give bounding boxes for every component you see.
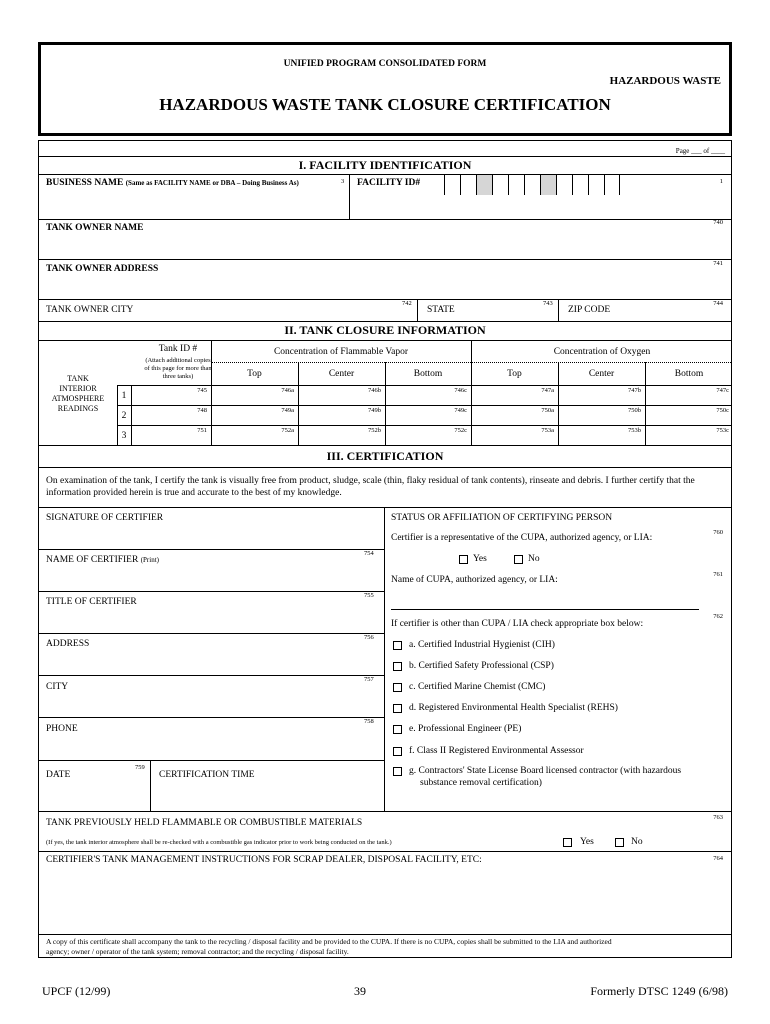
date-code: 759 — [135, 764, 145, 771]
reading-cell[interactable]: 752c — [454, 427, 467, 434]
other-certifier-instruction: If certifier is other than CUPA / LIA check appropriate box below: — [391, 619, 644, 629]
cslb-checkbox[interactable] — [393, 767, 402, 776]
reading-cell[interactable]: 747a — [541, 387, 554, 394]
tank-id-cell[interactable]: 745 — [197, 387, 207, 394]
cupa-no-checkbox[interactable] — [514, 555, 523, 564]
status-affiliation-header: STATUS OR AFFILIATION OF CERTIFYING PERSON — [391, 513, 613, 523]
oxygen-header: Concentration of Oxygen — [553, 347, 651, 357]
cupa-representative-question: Certifier is a representative of the CUPA, authorized agency, or LIA: — [391, 533, 653, 543]
category-label: HAZARDOUS WASTE — [609, 75, 721, 87]
oxygen-center-col: Center — [588, 369, 615, 379]
cslb-label-line2: substance removal certification) — [420, 778, 542, 788]
tank-owner-name-field[interactable]: TANK OWNER NAME — [46, 223, 144, 233]
state-field[interactable]: STATE — [427, 305, 455, 315]
facility-id-label: FACILITY ID# — [357, 178, 421, 188]
signature-field[interactable]: SIGNATURE OF CERTIFIER — [46, 513, 164, 523]
rehs-checkbox[interactable] — [393, 704, 402, 713]
business-name-code: 3 — [341, 178, 345, 185]
tank-id-cell[interactable]: 751 — [197, 427, 207, 434]
section-certification: III. CERTIFICATION — [326, 449, 444, 463]
certification-time-field[interactable]: CERTIFICATION TIME — [159, 770, 255, 780]
flammable-vapor-header: Concentration of Flammable Vapor — [273, 347, 409, 357]
facility-id-digit[interactable] — [588, 175, 604, 195]
tank-row-number: 3 — [121, 431, 127, 441]
tank-id-header: Tank ID # — [158, 344, 198, 354]
city-code: 757 — [364, 676, 374, 683]
pe-label: e. Professional Engineer (PE) — [409, 724, 522, 734]
cmc-label: c. Certified Marine Chemist (CMC) — [409, 682, 546, 692]
previously-flammable-label: TANK PREVIOUSLY HELD FLAMMABLE OR COMBUSTIBLE MATERIALS — [46, 818, 363, 828]
footnote-line1: A copy of this certificate shall accompany the tank to the recycling / disposal facility and be provided to the CUPA. If there is no CUPA, copies shall be submitted to the LIA and authorized — [46, 937, 612, 946]
reading-cell[interactable]: 749c — [454, 407, 467, 414]
flammable-no-checkbox[interactable] — [615, 838, 624, 847]
facility-id-digit[interactable] — [604, 175, 620, 195]
reading-cell[interactable]: 753c — [716, 427, 729, 434]
form-body — [38, 140, 732, 958]
reading-cell[interactable]: 749a — [281, 407, 294, 414]
tank-owner-address-field[interactable]: TANK OWNER ADDRESS — [46, 264, 159, 274]
footer-form-id: UPCF (12/99) — [42, 984, 111, 998]
cupa-name-code: 761 — [713, 571, 723, 578]
footer-page-number: 39 — [354, 984, 366, 998]
cupa-name-input-line[interactable] — [391, 609, 699, 610]
facility-id-digit[interactable] — [524, 175, 540, 195]
date-field[interactable]: DATE — [46, 770, 71, 780]
reading-cell[interactable]: 753b — [628, 427, 641, 434]
reading-cell[interactable]: 747b — [628, 387, 641, 394]
tank-owner-city-field[interactable]: TANK OWNER CITY — [46, 305, 134, 315]
tank-id-note: (Attach additional copies of this page for more than three tanks) — [144, 357, 212, 380]
reading-cell[interactable]: 750a — [541, 407, 554, 414]
previously-flammable-note: (If yes, the tank interior atmosphere shall be re-checked with a combustible gas indicator prior to work being conducted on the tank.) — [46, 839, 392, 846]
vapor-top-col: Top — [247, 369, 262, 379]
cupa-no-label: No — [528, 554, 540, 564]
address-code: 756 — [364, 634, 374, 641]
facility-id-digit[interactable] — [476, 175, 492, 195]
cih-checkbox[interactable] — [393, 641, 402, 650]
form-header — [38, 42, 732, 136]
flammable-yes-checkbox[interactable] — [563, 838, 572, 847]
status-code: 760 — [713, 529, 723, 536]
page-marker: Page ___ of ____ — [675, 147, 725, 155]
rea-label: f. Class II Registered Environmental Assessor — [409, 746, 584, 756]
management-instructions-code: 764 — [713, 855, 723, 862]
facility-id-digit[interactable] — [492, 175, 508, 195]
vapor-bottom-col: Bottom — [413, 369, 443, 379]
csp-checkbox[interactable] — [393, 662, 402, 671]
management-instructions-field[interactable]: CERTIFIER'S TANK MANAGEMENT INSTRUCTIONS FOR SCRAP DEALER, DISPOSAL FACILITY, ETC: — [46, 855, 482, 865]
oxygen-bottom-col: Bottom — [674, 369, 704, 379]
oxygen-top-col: Top — [507, 369, 522, 379]
facility-id-digit[interactable] — [444, 175, 460, 195]
tank-owner-address-code: 741 — [713, 260, 723, 267]
program-title: UNIFIED PROGRAM CONSOLIDATED FORM — [283, 59, 487, 69]
footer-formerly: Formerly DTSC 1249 (6/98) — [590, 984, 728, 998]
reading-cell[interactable]: 750b — [628, 407, 641, 414]
tank-owner-name-code: 740 — [713, 219, 723, 226]
tank-owner-city-code: 742 — [402, 300, 412, 307]
tank-atmosphere-readings-label: TANK INTERIOR ATMOSPHERE READINGS — [51, 374, 105, 413]
cih-label: a. Certified Industrial Hygienist (CIH) — [409, 640, 555, 650]
phone-field[interactable]: PHONE — [46, 724, 78, 734]
footnote-line2: agency; owner / operator of the tank system; removal contractor; and the recycling / disposal facility. — [46, 947, 349, 956]
cupa-yes-label: Yes — [473, 554, 487, 564]
state-code: 743 — [543, 300, 553, 307]
zip-code-code: 744 — [713, 300, 723, 307]
tank-row-number: 2 — [121, 411, 127, 421]
facility-id-digit[interactable] — [556, 175, 572, 195]
section-facility-identification: I. FACILITY IDENTIFICATION — [298, 158, 472, 172]
facility-id-code: 1 — [719, 178, 723, 185]
reading-cell[interactable]: 750c — [716, 407, 729, 414]
reading-cell[interactable]: 746c — [454, 387, 467, 394]
cupa-yes-checkbox[interactable] — [459, 555, 468, 564]
city-field[interactable]: CITY — [46, 682, 69, 692]
reading-cell[interactable]: 752b — [368, 427, 381, 434]
address-field[interactable]: ADDRESS — [46, 639, 90, 649]
flammable-no-label: No — [631, 837, 643, 847]
tank-id-cell[interactable]: 748 — [197, 407, 207, 414]
form-title: HAZARDOUS WASTE TANK CLOSURE CERTIFICATION — [159, 95, 611, 114]
csp-label: b. Certified Safety Professional (CSP) — [409, 661, 554, 671]
rea-checkbox[interactable] — [393, 747, 402, 756]
title-of-certifier-field[interactable]: TITLE OF CERTIFIER — [46, 597, 137, 607]
section-tank-closure-information: II. TANK CLOSURE INFORMATION — [284, 323, 486, 337]
other-code: 762 — [713, 613, 723, 620]
cslb-label-line1: g. Contractors' State License Board licensed contractor (with hazardous — [409, 766, 682, 776]
vapor-center-col: Center — [328, 369, 355, 379]
rehs-label: d. Registered Environmental Health Specialist (REHS) — [409, 703, 618, 713]
title-code: 755 — [364, 592, 374, 599]
certification-statement: On examination of the tank, I certify the tank is visually free from product, sludge, scale (thin, flaky residual of tank contents), rinseate and debris. I further certify that the information provided herein is true and accurate to the best of my knowledge. — [46, 476, 695, 498]
name-code: 754 — [364, 550, 374, 557]
pe-checkbox[interactable] — [393, 725, 402, 734]
reading-cell[interactable]: 753a — [541, 427, 554, 434]
phone-code: 758 — [364, 718, 374, 725]
reading-cell[interactable]: 746b — [368, 387, 381, 394]
tank-row-number: 1 — [121, 391, 127, 401]
reading-cell[interactable]: 746a — [281, 387, 294, 394]
facility-id-digit[interactable] — [508, 175, 524, 195]
facility-id-digit[interactable] — [460, 175, 476, 195]
previously-flammable-code: 763 — [713, 814, 723, 821]
facility-id-digit[interactable] — [540, 175, 556, 195]
name-of-certifier-field[interactable]: NAME OF CERTIFIER (Print) — [46, 555, 159, 565]
reading-cell[interactable]: 752a — [281, 427, 294, 434]
flammable-yes-label: Yes — [580, 837, 594, 847]
cmc-checkbox[interactable] — [393, 683, 402, 692]
facility-id-digit[interactable] — [572, 175, 588, 195]
reading-cell[interactable]: 749b — [368, 407, 381, 414]
zip-code-field[interactable]: ZIP CODE — [568, 305, 611, 315]
business-name-label[interactable]: BUSINESS NAME (Same as FACILITY NAME or DBA – Doing Business As) — [46, 178, 299, 188]
reading-cell[interactable]: 747c — [716, 387, 729, 394]
cupa-name-label: Name of CUPA, authorized agency, or LIA: — [391, 575, 558, 585]
